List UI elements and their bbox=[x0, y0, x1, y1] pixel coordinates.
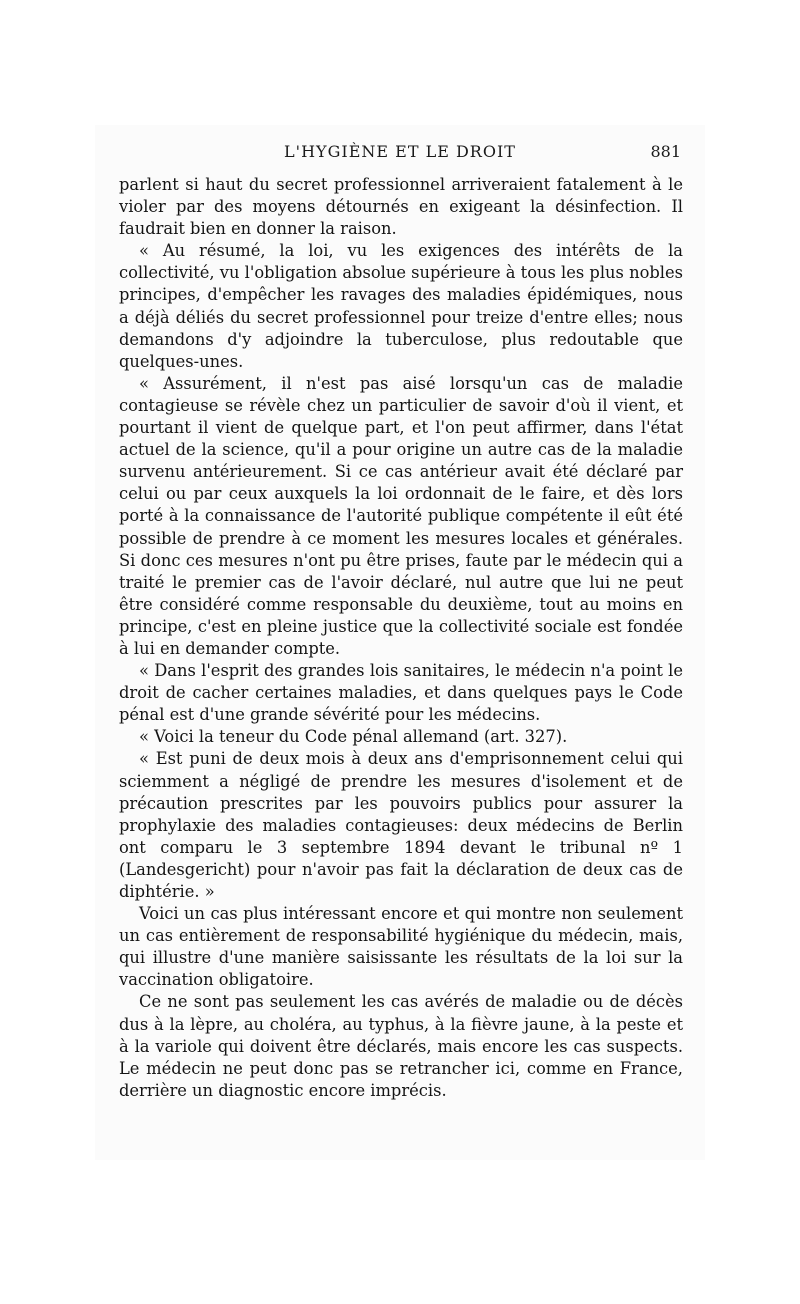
paragraph: Ce ne sont pas seulement les cas avérés de maladie ou de décès dus à la lèpre, au choléra, au typhus, à la fièvre jaune, à la peste et à la variole qui doivent être déclarés, mais encore les cas suspects. Le médecin ne peut donc pas se retrancher ici, comme en France, derrière un diagnostic encore imprécis. bbox=[119, 992, 683, 1100]
paragraph: « Dans l'esprit des grandes lois sanitaires, le médecin n'a point le droit de cacher certaines maladies, et dans quelques pays le Code pénal est d'une grande sévérité pour les médecins. bbox=[119, 661, 683, 725]
running-title: L'HYGIÈNE ET LE DROIT bbox=[284, 142, 516, 161]
page-number: 881 bbox=[650, 142, 681, 161]
paragraph: « Au résumé, la loi, vu les exigences des intérêts de la collectivité, vu l'obligation absolue supérieure à tous les plus nobles principes, d'empêcher les ravages des maladies épidémiques, nous a déjà déliés du secret professionnel pour treize d'entre elles; nous demandons d'y adjoindre la tuberculose, plus redoutable que quelques-unes. bbox=[119, 241, 683, 371]
paragraph: « Est puni de deux mois à deux ans d'emprisonnement celui qui sciemment a négligé de prendre les mesures d'isolement et de précaution prescrites par les pouvoirs publics pour assurer la prophylaxie des maladies contagieuses: deux médecins de Berlin ont comparu le 3 septembre 1894 devant le tribunal nº 1 (Landesgericht) pour n'avoir pas fait la déclaration de deux cas de diphtérie. » bbox=[119, 749, 683, 901]
paragraph: « Voici la teneur du Code pénal allemand (art. 327). bbox=[139, 727, 568, 747]
paragraph: « Assurément, il n'est pas aisé lorsqu'un cas de maladie contagieuse se révèle chez un particulier de savoir d'où il vient, et pourtant il vient de quelque part, et l'on peut affirmer, dans l'état actuel de la science, qu'il a pour origine un autre cas de la maladie survenu antérieurement. Si ce cas antérieur avait été déclaré par celui ou par ceux auxquels la loi ordonnait de le faire, et dès lors porté à la connaissance de l'autorité publique compétente il eût été possible de prendre à ce moment les mesures locales et générales. Si donc ces mesures n'ont pu être prises, faute par le médecin qui a traité le premier cas de l'avoir déclaré, nul autre que lui ne peut être considéré comme responsable du deuxième, tout au moins en principe, c'est en pleine justice que la collectivité sociale est fondée à lui en demander compte. bbox=[119, 373, 683, 658]
running-head bbox=[119, 142, 681, 164]
paragraph: parlent si haut du secret professionnel arriveraient fatalement à le violer par des moyens détournés en exigeant la désinfection. Il faudrait bien en donner la raison. bbox=[119, 175, 683, 239]
body-text bbox=[119, 174, 683, 1102]
paragraph: Voici un cas plus intéressant encore et qui montre non seulement un cas entièrement de responsabilité hygiénique du médecin, mais, qui illustre d'une manière saisissante les résultats de la loi sur la vaccination obligatoire. bbox=[119, 904, 683, 990]
